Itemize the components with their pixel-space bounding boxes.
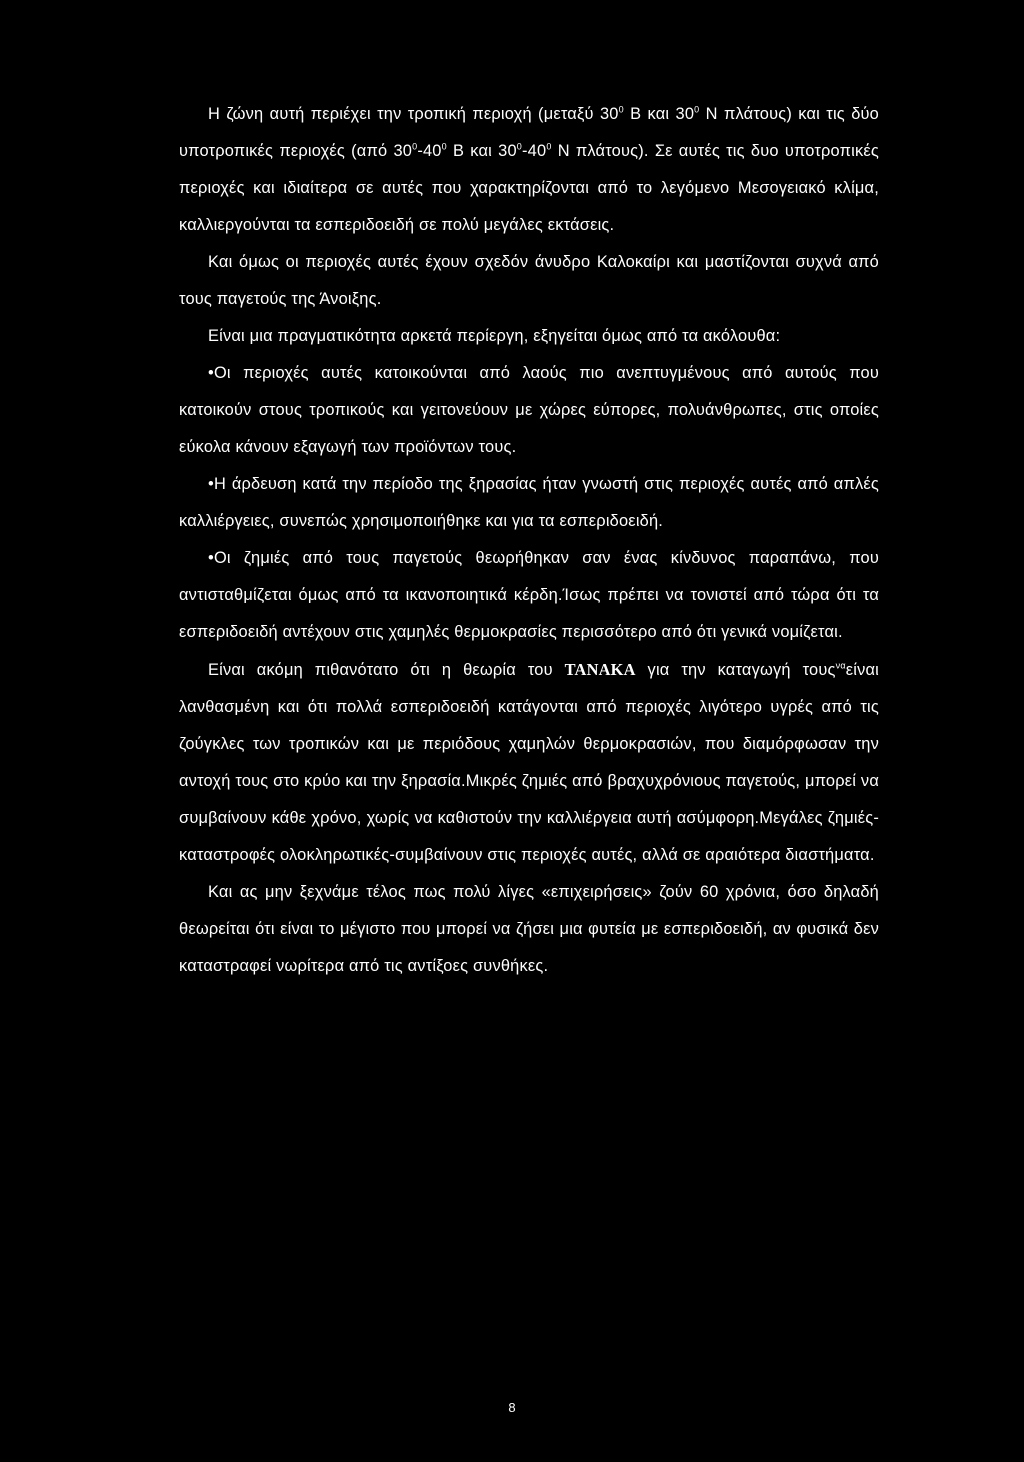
paragraph-explanation-intro: Είναι μια πραγματικότητα αρκετά περίεργη, εξηγείται όμως από τα ακόλουθα:: [208, 327, 781, 345]
tanaka-bold: TANAKA: [564, 660, 636, 679]
text-segment: για την καταγωγή τους: [635, 661, 836, 679]
text-segment: Είναι ακόμη πιθανότατο ότι η θεωρία του: [208, 661, 565, 679]
text-segment: Η ζώνη αυτή περιέχει την τροπική περιοχή (μεταξύ 30: [208, 105, 619, 123]
text-segment: Β και 30: [623, 105, 695, 123]
reference-superscript: να: [835, 660, 846, 671]
paragraph-tanaka-theory: [179, 651, 879, 874]
text-segment: Ν πλάτους) και τις δύο υποτροπικές περιοχές (από 30: [179, 105, 879, 160]
degree-superscript: 0: [618, 104, 624, 115]
degree-superscript: 0: [516, 141, 523, 152]
text-segment: είναι λανθασμένη και ότι πολλά εσπεριδοειδή κατάγονται από περιοχές λιγότερο υγρές από τις ζούγκλες των τροπικών και με περιόδους χαμηλών θερμοκρασιών, που διαμόρφωσαν την αντοχή τους στο κρύο και την ξηρασία.Μικρές ζημιές από βραχυχρόνιους παγετούς, μπορεί να συμβαίνουν κάθε χρόνο, χωρίς να καθιστούν την καλλιέργεια αυτή ασύμφορη.Μεγάλες ζημιές-καταστροφές ολοκληρωτικές-συμβαίνουν στις περιοχές αυτές, αλλά σε αραιότερα διαστήματα.: [179, 661, 879, 864]
degree-superscript: 0: [412, 141, 418, 152]
bullet-irrigation: •Η άρδευση κατά την περίοδο της ξηρασίας ήταν γνωστή στις περιοχές αυτές από απλές καλλιέργειες, συνεπώς χρησιμοποιήθηκε και για τα εσπεριδοειδή.: [179, 475, 879, 530]
bullet-developed-peoples: •Οι περιοχές αυτές κατοικούνται από λαούς πιο ανεπτυγμένους από αυτούς που κατοικούν στους τροπικούς και γειτονεύουν με χώρες εύπορες, πολυάνθρωπες, στις οποίες εύκολα κάνουν εξαγωγή των προϊόντων τους.: [179, 364, 879, 456]
degree-superscript: 0: [694, 104, 700, 115]
paragraph-climate-zone: [179, 96, 879, 244]
document-body: [179, 96, 879, 985]
text-segment: Β και 30: [446, 142, 517, 160]
page-number: 8: [508, 1400, 516, 1415]
degree-superscript: 0: [441, 141, 447, 152]
text-segment: Ν πλάτους). Σε αυτές τις δυο υποτροπικές περιοχές και ιδιαίτερα σε αυτές που χαρακτηρίζονται από το λεγόμενο Μεσογειακό κλίμα, καλλιεργούνται τα εσπεριδοειδή σε πολύ μεγάλες εκτάσεις.: [179, 142, 879, 234]
text-segment: -40: [522, 142, 547, 160]
degree-superscript: 0: [546, 141, 552, 152]
bullet-frost-damage: •Οι ζημιές από τους παγετούς θεωρήθηκαν σαν ένας κίνδυνος παραπάνω, που αντισταθμίζεται όμως από τα ικανοποιητικά κέρδη.Ίσως πρέπει να τονιστεί από τώρα ότι τα εσπεριδοειδή αντέχουν στις χαμηλές θερμοκρασίες περισσότερο από ότι γενικά νομίζεται.: [179, 549, 879, 641]
paragraph-conclusion: Και ας μην ξεχνάμε τέλος πως πολύ λίγες «επιχειρήσεις» ζούν 60 χρόνια, όσο δηλαδή θεωρείται ότι είναι το μέγιστο που μπορεί να ζήσει μια φυτεία με εσπεριδοειδή, αν φυσικά δεν καταστραφεί νωρίτερα από τις αντίξοες συνθήκες.: [179, 883, 879, 975]
paragraph-dry-summer: Και όμως οι περιοχές αυτές έχουν σχεδόν άνυδρο Καλοκαίρι και μαστίζονται συχνά από τους παγετούς της Άνοιξης.: [179, 253, 879, 308]
text-segment: -40: [417, 142, 442, 160]
